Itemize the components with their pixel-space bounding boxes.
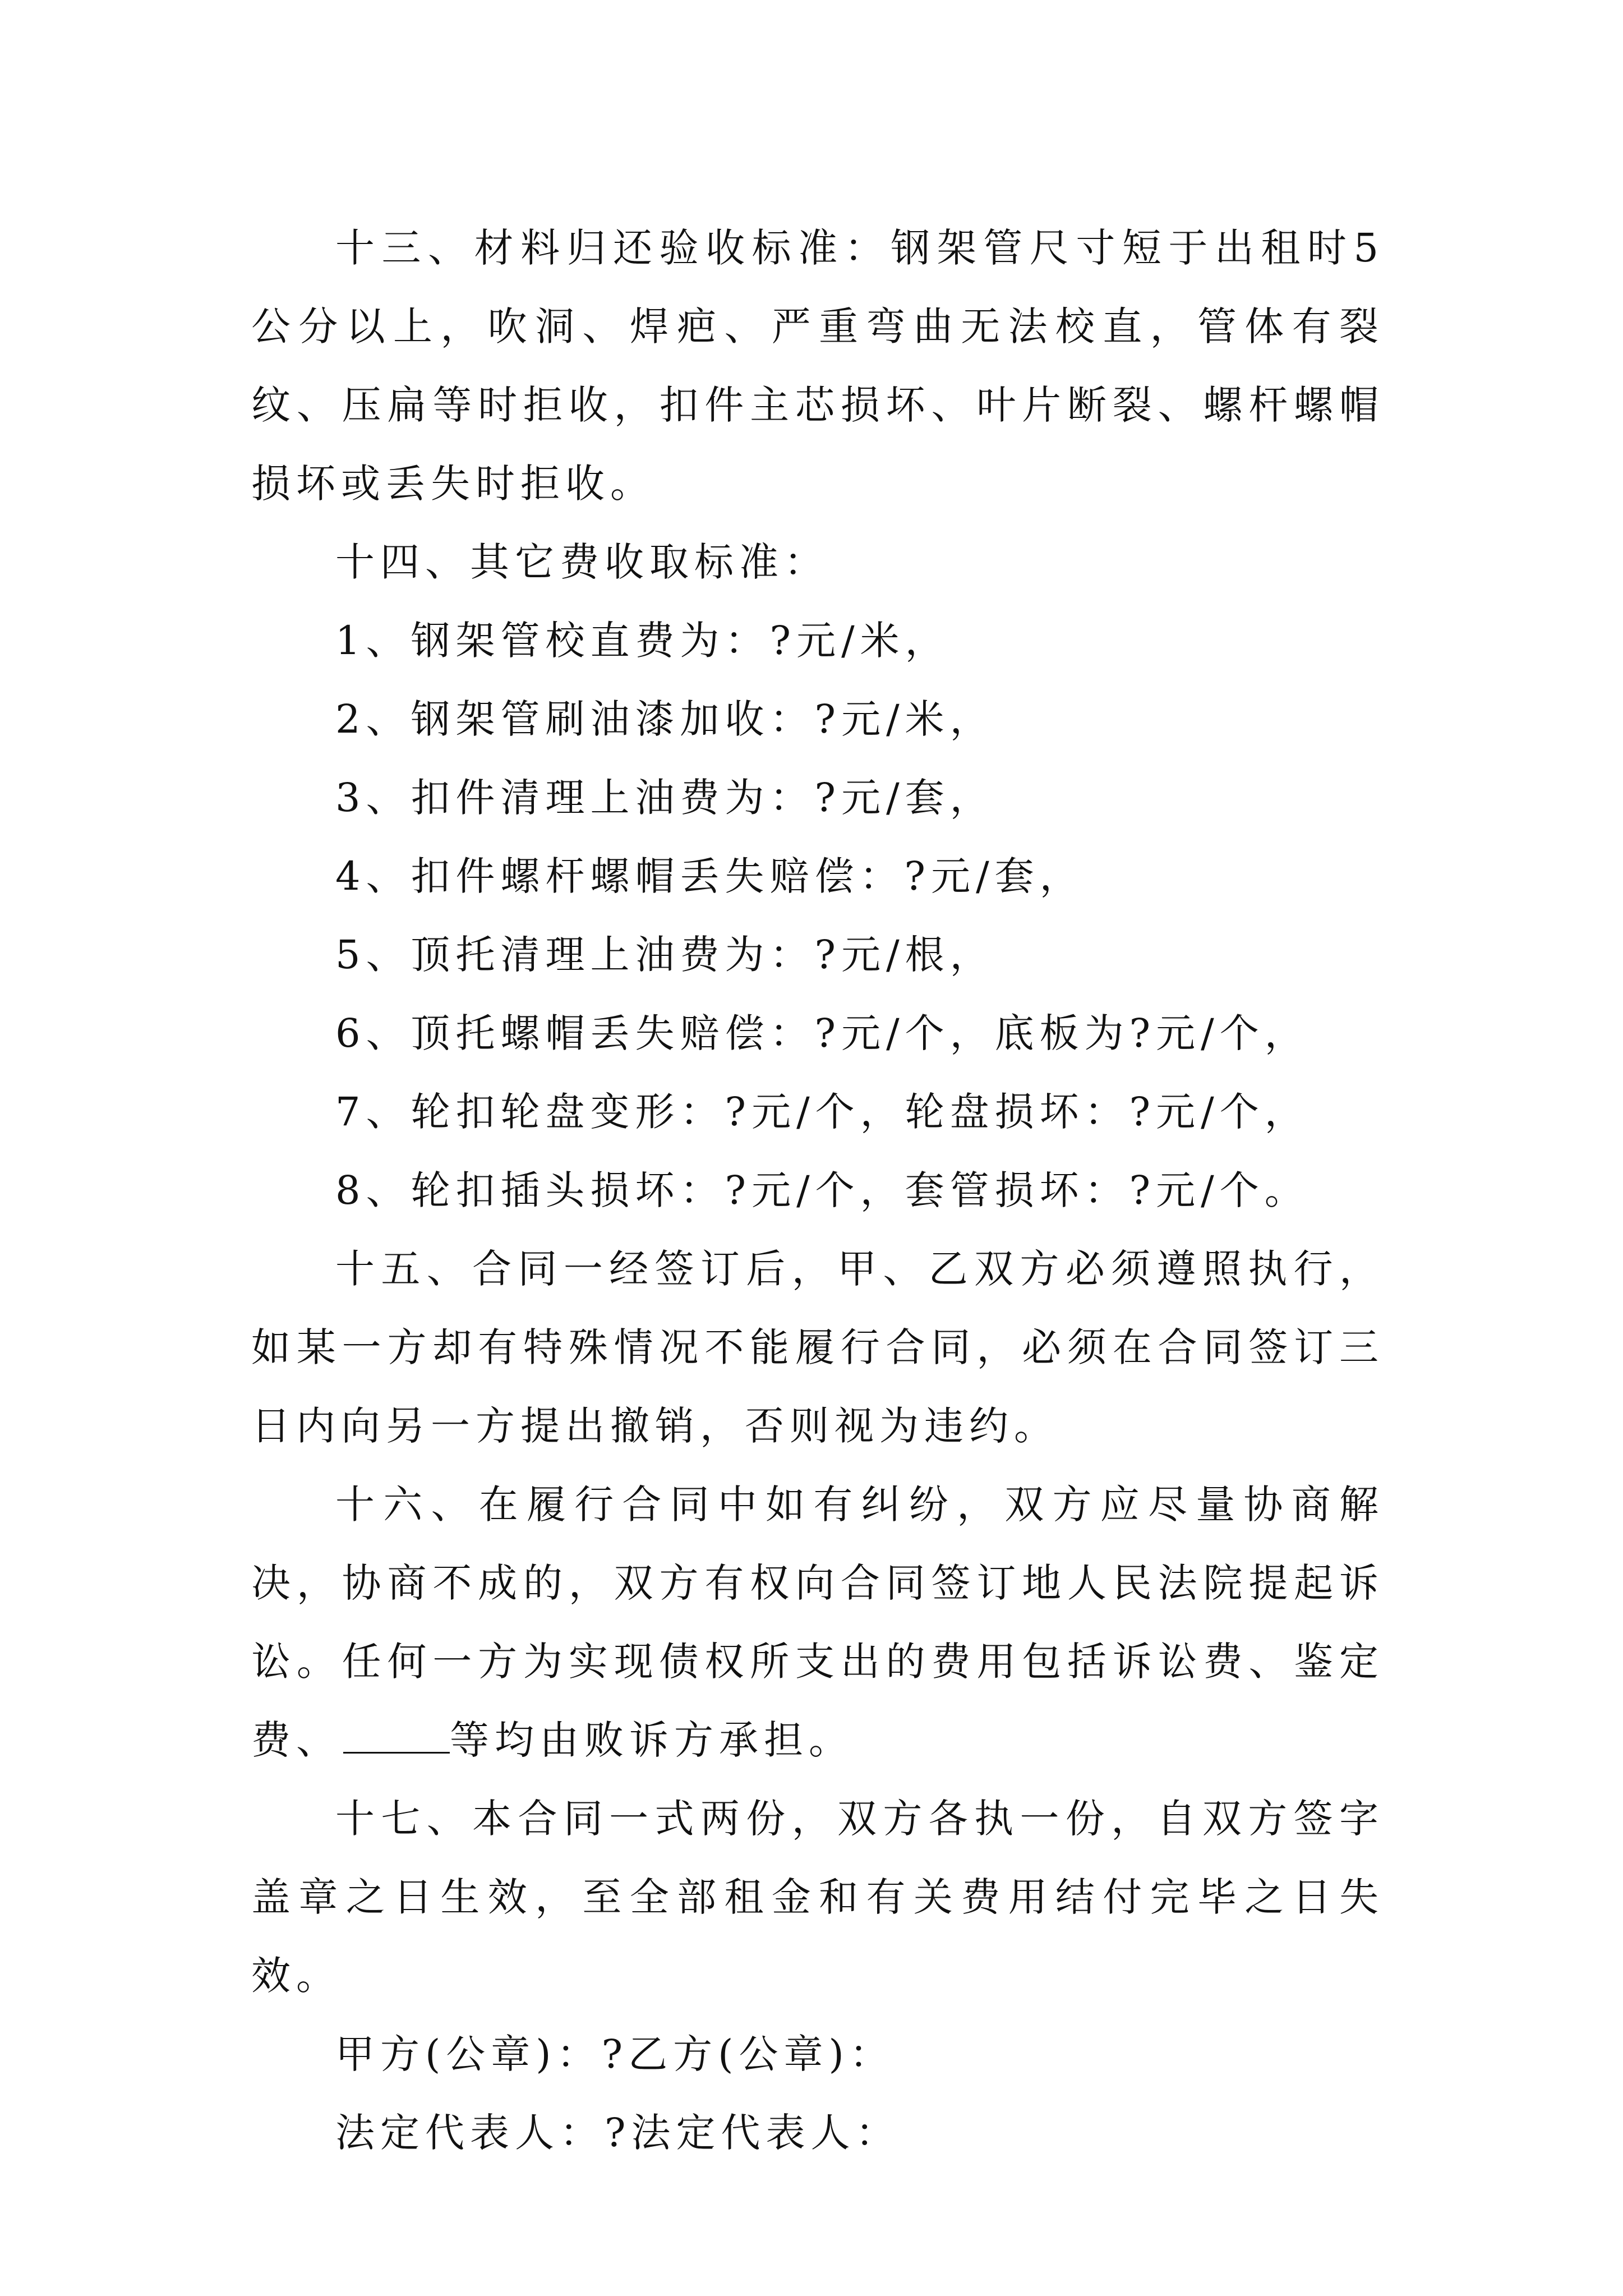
clause-16-text-end: 等均由败诉方承担。	[450, 1717, 854, 1763]
clause-14-title: 十四、其它费收取标准：	[335, 539, 829, 585]
clause-17: 十七、本合同一式两份，双方各执一份，自双方签字盖章之日生效，至全部租金和有关费用结付完毕之日失效。	[251, 1796, 1384, 1999]
signature-representative-line: 法定代表人：?法定代表人：	[335, 2110, 901, 2156]
clause-15: 十五、合同一经签订后，甲、乙双方必须遵照执行，如某一方却有特殊情况不能履行合同，必须在合同签订三日内向另一方提出撤销，否则视为违约。	[251, 1246, 1384, 1449]
document-body	[251, 209, 1384, 2172]
clause-14-item-7: 7、轮扣轮盘变形：?元/个，轮盘损坏：?元/个，	[335, 1089, 1310, 1135]
fill-in-blank	[343, 1717, 450, 1754]
clause-13: 十三、材料归还验收标准：钢架管尺寸短于出租时5公分以上，吹洞、焊疤、严重弯曲无法校直，管体有裂纹、压扁等时拒收，扣件主芯损坏、叶片断裂、螺杆螺帽损坏或丢失时拒收。	[251, 225, 1384, 507]
clause-14-item-3: 3、扣件清理上油费为：?元/套，	[335, 775, 995, 821]
clause-14-item-8: 8、轮扣插头损坏：?元/个，套管损坏：?元/个。	[335, 1167, 1310, 1213]
clause-14-item-5: 5、顶托清理上油费为：?元/根，	[335, 932, 995, 978]
clause-14-item-6: 6、顶托螺帽丢失赔偿：?元/个，底板为?元/个，	[335, 1010, 1310, 1056]
clause-14-item-4: 4、扣件螺杆螺帽丢失赔偿：?元/套，	[335, 853, 1085, 899]
signature-party-line: 甲方(公章)：?乙方(公章)：	[335, 2031, 895, 2077]
clause-16	[251, 1465, 1384, 1779]
clause-14-item-2: 2、钢架管刷油漆加收：?元/米，	[335, 696, 995, 742]
clause-16-text: 十六、在履行合同中如有纠纷，双方应尽量协商解决，协商不成的，双方有权向合同签订地人民法院提起诉讼。任何一方为实现债权所支出的费用包括诉讼费、鉴定费、	[251, 1481, 1384, 1763]
clause-14-item-1: 1、钢架管校直费为：?元/米，	[335, 618, 950, 664]
